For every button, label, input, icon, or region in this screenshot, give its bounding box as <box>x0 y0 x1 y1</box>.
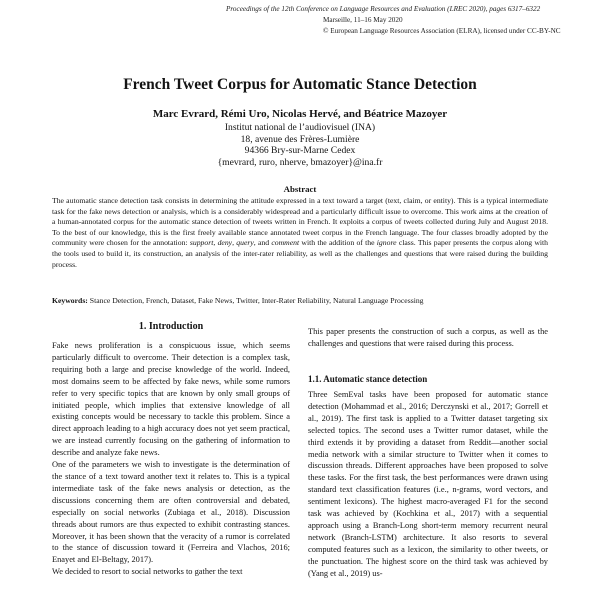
venue-line: Marseille, 11–16 May 2020 <box>323 16 403 24</box>
section-heading-introduction: 1. Introduction <box>138 321 204 332</box>
keywords <box>52 296 548 305</box>
paper-title: French Tweet Corpus for Automatic Stance Detection <box>123 76 477 93</box>
keywords-text: Stance Detection, French, Dataset, Fake News, Twitter, Inter-Rater Reliability, Natural Language Processing <box>87 296 424 305</box>
proceedings-line: Proceedings of the 12th Conference on Language Resources and Evaluation (LREC 2020), pages 6317–6322 <box>226 5 541 13</box>
author-list: Marc Evrard, Rémi Uro, Nicolas Hervé, and Béatrice Mazoyer <box>152 108 448 120</box>
paragraph: One of the parameters we wish to investigate is the determination of the stance of a text toward another text it relates to. This is a typical intermediate task of the fake news analysis or detection, as the discussions concerning them are often controversial and debated, especially on social networks (Zubiaga et al., 2018). Discussion threads about rumors are thus expected to exhibit contrasting stances. Moreover, it has been shown that the veracity of a rumor is correlated to the stance of discussion toward it (Ferreira and Vlachos, 2016; Enayet and El-Beltagy, 2017). <box>52 460 290 565</box>
affiliation-block <box>0 122 600 168</box>
keywords-label: Keywords: <box>52 296 88 305</box>
subsection-heading: 1.1. Automatic stance detection <box>308 374 428 384</box>
license-line: © European Language Resources Association (ELRA), licensed under CC-BY-NC <box>323 27 561 35</box>
affiliation-email: {mevrard, ruro, nherve, bmazoyer}@ina.fr <box>217 156 383 168</box>
affiliation-line: 94366 Bry-sur-Marne Cedex <box>244 145 356 157</box>
abstract-text: The automatic stance detection task consists in determining the attitude expressed in a text toward a target (text, claim, or entity). This is a typical intermediate task for the fake news detection or analysis, which is a considerably widespread and a particularly difficult issue to overcome. This work aims at the creation of a human-annotated corpus for the automatic stance detection of tweets written in French. It exploits a corpus of tweets collected during July and August 2018. To the best of our knowledge, this is the first freely available stance annotated tweet corpus in the French language. The four classes broadly adopted by the community were chosen for the annotation: support, deny, query, and comment with the addition of the ignore class. This paper presents the corpus along with the tools used to build it, its construction, an analysis of the inter-rater reliability, as well as the challenges and questions that were raised during the building process. <box>52 196 549 269</box>
paragraph: We decided to resort to social networks to gather the text <box>52 567 243 577</box>
affiliation-line: 18, avenue des Frères-Lumière <box>240 133 360 145</box>
proceedings-header <box>220 4 580 37</box>
abstract-heading: Abstract <box>283 184 317 194</box>
right-column-intro: This paper presents the construction of such a corpus, as well as the challenges and questions that were raised during this process. <box>308 327 548 348</box>
left-column-body <box>52 340 290 578</box>
paragraph: Fake news proliferation is a conspicuous issue, which seems particularly difficult to overcome. Their detection is a complex task, requiring both a large and precise knowledge of the world. Indeed, most domains seem to be affected by fake news, while some rumors refer to very specific topics that are known by only small groups of initiated people, which implies that extensive knowledge of all existing concepts would be necessary to tackle this problem. Since a direct approach leading to a high accuracy does not yet seem practical, we are instead currently focusing on the gathering of information to describe and analyze fake news. <box>52 341 290 458</box>
affiliation-line: Institut national de l’audiovisuel (INA) <box>224 122 376 133</box>
right-column-body: Three SemEval tasks have been proposed for automatic stance detection (Mohammad et al., 2016; Derczynski et al., 2017; Gorrell et al., 2019). The first task is applied to a Twitter dataset targeting six selected topics. The second uses a Twitter rumor dataset, while the third extends it by providing a dataset from Reddit—another social media network with a similar structure to Twitter when it comes to discussion threads. Different approaches have been proposed to solve these tasks. For the first task, the best performances were drawn using standard text classification features (i.e., n-grams, word vectors, and sentiment lexicons). The highest macro-averaged F1 for the second task was achieved by (Kochkina et al., 2017) with a sequential approach using a Branch-Long short-term memory recurrent neural network (Branch-LSTM) architecture. It also resorts to several computed features such as a lexicon, the similarity to other tweets, or the punctuation. The highest score on the third task was achieved by (Yang et al., 2019) us- <box>308 390 548 578</box>
